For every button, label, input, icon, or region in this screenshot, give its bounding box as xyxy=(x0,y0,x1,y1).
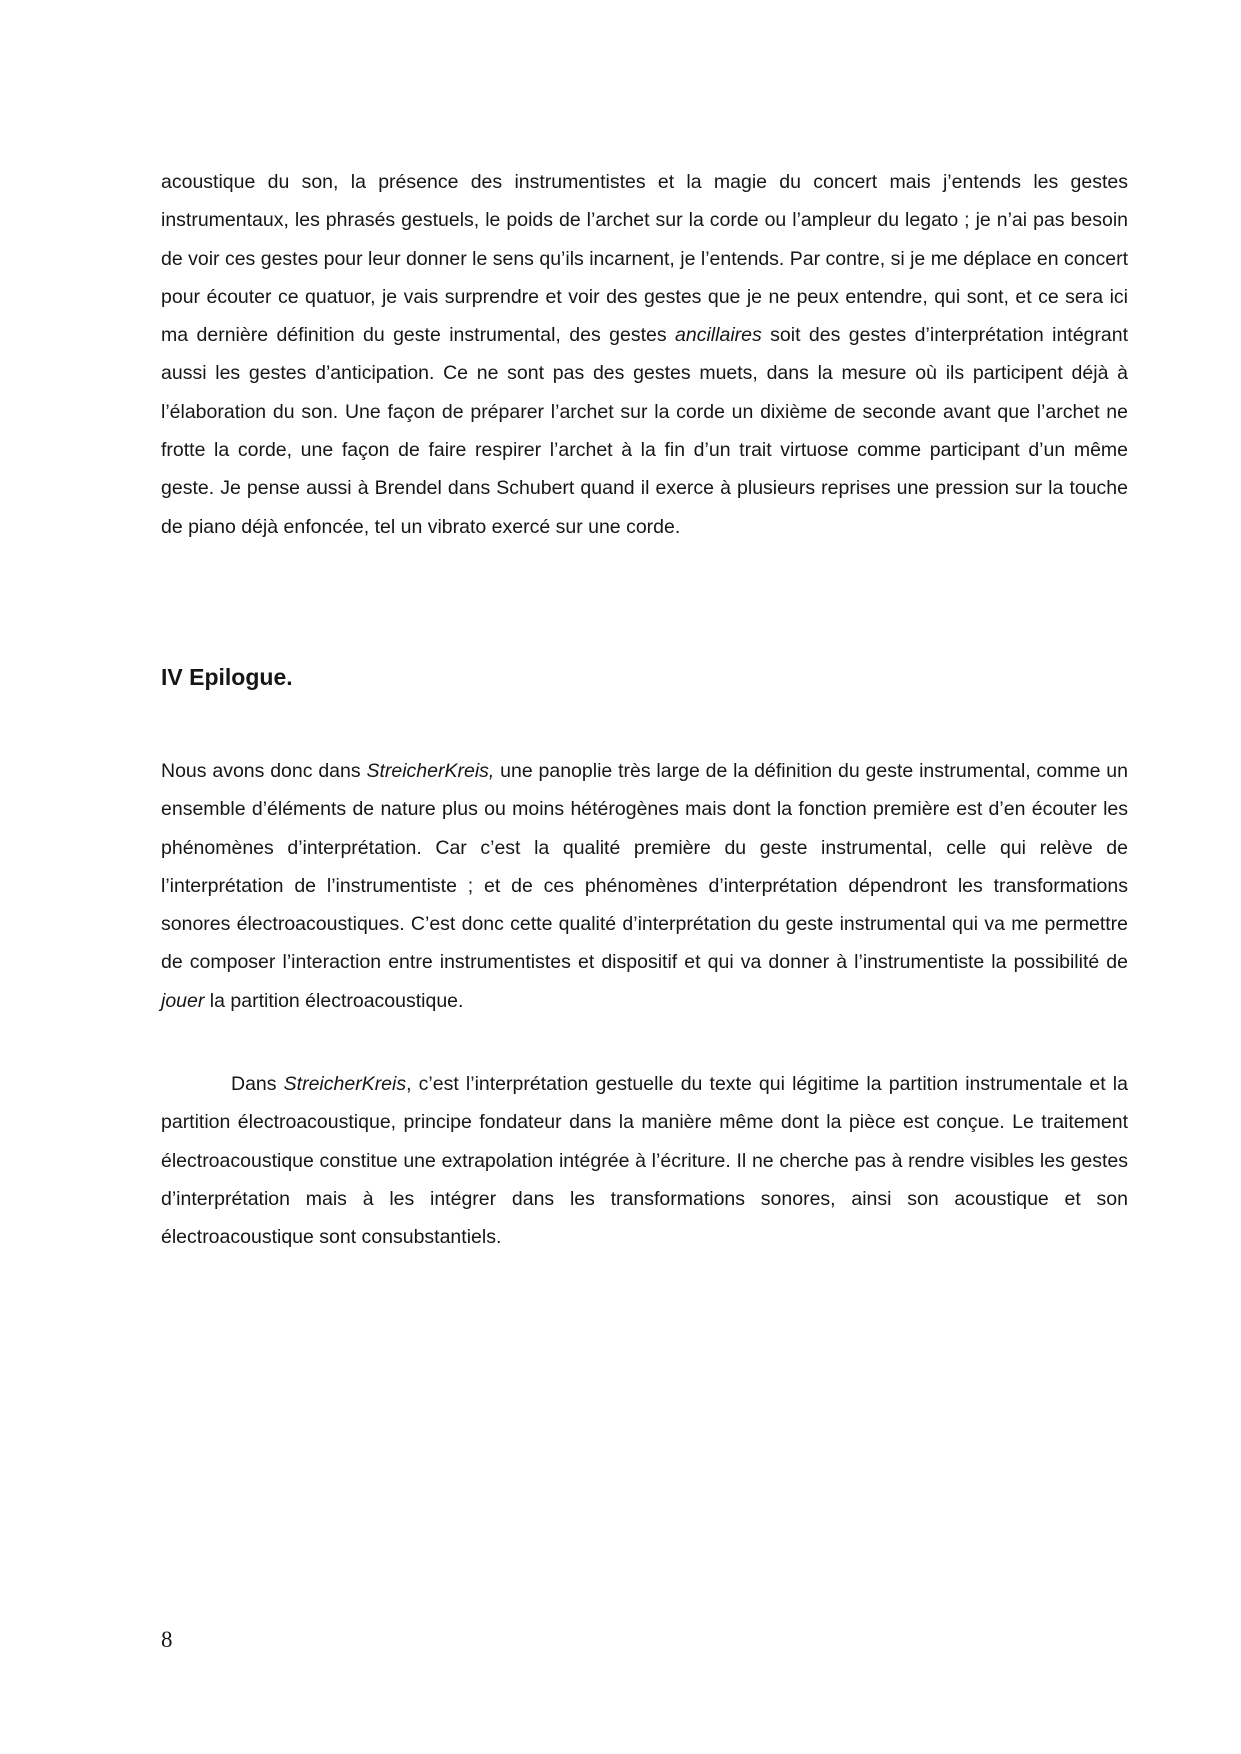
paragraph-text: soit des gestes d’interprétation intégrant aussi les gestes d’anticipation. Ce ne sont pas des gestes muets, dans la mesure où ils participent déjà à l’élaboration du son. Une façon de préparer l’archet sur la corde un dixième de seconde avant que l’archet ne frotte la corde, une façon de faire respirer l’archet à la fin d’un trait virtuose comme participant d’un même geste. Je pense aussi à Brendel dans Schubert quand il exerce à plusieurs reprises une pression sur la touche de piano déjà enfoncée, tel un vibrato exercé sur une corde. xyxy=(161,324,1128,538)
paragraph-text: Dans xyxy=(231,1073,284,1095)
italic-term: ancillaires xyxy=(675,324,762,347)
italic-title: StreicherKreis, xyxy=(366,760,495,782)
italic-term: jouer xyxy=(161,989,205,1012)
paragraph-epilogue-1 xyxy=(161,752,1128,1020)
paragraph-text: une panoplie très large de la définition du geste instrumental, comme un ensemble d’éléments de nature plus ou moins hétérogènes mais dont la fonction première est d’en écouter les phénomènes d’interprétation. Car c’est la qualité première du geste instrumental, celle qui relève de l’interprétation de l’instrumentiste ; et de ces phénomènes d’interprétation dépendront les transformations sonores électroacoustiques. C’est donc cette qualité d’interprétation du geste instrumental qui va me permettre de composer l’interaction entre instrumentistes et dispositif et qui va donner à l’instrumentiste la possibilité de xyxy=(161,760,1128,974)
page-number: 8 xyxy=(161,1627,173,1652)
paragraph-text: , c’est l’interprétation gestuelle du texte qui légitime la partition instrumentale et la partition électroacoustique, principe fondateur dans la manière même dont la pièce est conçue. Le traitement électroacoustique constitue une extrapolation intégrée à l’écriture. Il ne cherche pas à rendre visibles les gestes d’interprétation mais à les intégrer dans les transformations sonores, ainsi son acoustique et son électroacoustique sont consubstantiels. xyxy=(161,1073,1128,1249)
paragraph-text: acoustique du son, la présence des instrumentistes et la magie du concert mais j’entends les gestes instrumentaux, les phrasés gestuels, le poids de l’archet sur la corde ou l’ampleur du legato ; je n’ai pas besoin de voir ces gestes pour leur donner le sens qu’ils incarnent, je l’entends. Par contre, si je me déplace en concert pour écouter ce quatuor, je vais surprendre et voir des gestes que je ne peux entendre, qui sont, et ce sera ici ma dernière définition du geste instrumental, des gestes xyxy=(161,171,1128,347)
section-heading: IV Epilogue. xyxy=(161,664,293,690)
paragraph-epilogue-2 xyxy=(161,1065,1128,1256)
paragraph-text: Nous avons donc dans xyxy=(161,760,367,782)
paragraph-text: la partition électroacoustique. xyxy=(204,989,464,1012)
italic-title: StreicherKreis xyxy=(283,1073,407,1095)
paragraph-gestes-ancillaires xyxy=(161,163,1128,546)
